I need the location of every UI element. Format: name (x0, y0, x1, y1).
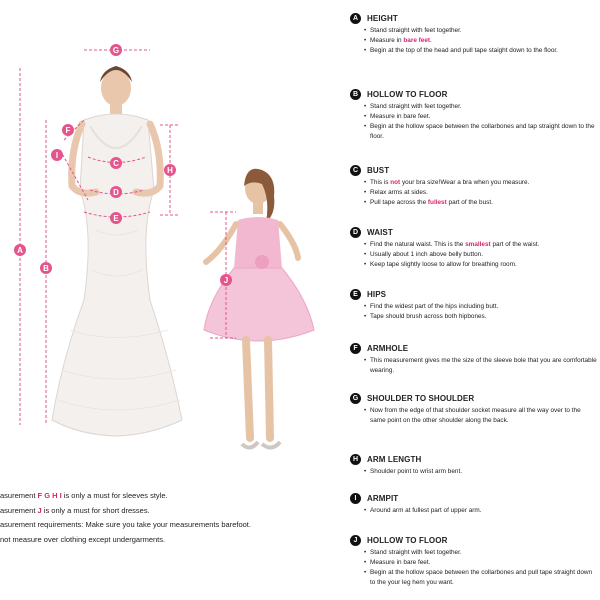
svg-text:F: F (65, 126, 71, 135)
bullet-item (370, 406, 598, 426)
marker-H (164, 164, 176, 176)
marker-G (110, 44, 122, 56)
guide-item-c (350, 164, 598, 208)
guide-item-bullets (350, 548, 598, 588)
guide-item-h (350, 453, 598, 477)
bullet-item (370, 46, 598, 56)
letter-badge: H (350, 454, 361, 465)
highlight-text: F G H I (37, 491, 62, 500)
letter-badge: F (350, 343, 361, 354)
guide-item-b (350, 88, 598, 142)
text-segment: Begin at the hollow space between the collarbones and pull tape straight down to the your leg hem you want. (370, 569, 593, 586)
guide-item-header (350, 453, 598, 466)
text-segment: Measure in bare feet. (370, 113, 431, 120)
guide-item-header (350, 12, 598, 25)
short-dress-figure (204, 169, 314, 448)
marker-D (110, 186, 122, 198)
text-segment: This is (370, 179, 391, 186)
text-segment: part of the bust. (446, 199, 493, 206)
guide-item-header (350, 288, 598, 301)
text-segment: part of the waist. (490, 241, 540, 248)
bullet-item (370, 568, 598, 588)
text-segment: Begin at the hollow space between the collarbones and tap straight down to the floor. (370, 123, 595, 140)
text-segment: asurement requirements: Make sure you take your measurements barefoot. (0, 520, 251, 529)
note-line (0, 518, 330, 533)
guide-item-bullets (350, 356, 598, 376)
letter-badge: C (350, 165, 361, 176)
guide-item-title: ARM LENGTH (367, 455, 422, 464)
bullet-item (370, 250, 598, 260)
highlight-text: smallest (465, 241, 491, 248)
bullet-item (370, 188, 598, 198)
guide-item-header (350, 534, 598, 547)
text-segment: Stand straight with feet together. (370, 549, 462, 556)
bullet-item (370, 467, 598, 477)
guide-item-header (350, 392, 598, 405)
guide-item-title: HOLLOW TO FLOOR (367, 90, 448, 99)
text-segment: Usually about 1 inch above belly button. (370, 251, 483, 258)
svg-text:I: I (55, 151, 59, 160)
guide-item-g (350, 392, 598, 426)
note-line (0, 533, 330, 548)
bullet-item (370, 122, 598, 142)
text-segment: asurement (0, 505, 38, 515)
guide-item-bullets (350, 302, 598, 322)
highlight-text: bare feet (403, 37, 431, 44)
text-segment: asurement (0, 491, 38, 500)
guide-item-d (350, 226, 598, 270)
guide-item-title: HIPS (367, 290, 387, 299)
svg-text:E: E (113, 214, 119, 223)
svg-text:G: G (112, 46, 120, 55)
highlight-text: fullest (427, 199, 447, 206)
guide-item-e (350, 288, 598, 322)
guide-item-header (350, 226, 598, 239)
guide-item-title: ARMPIT (367, 494, 399, 503)
guide-item-bullets (350, 102, 598, 142)
highlight-text: not (390, 179, 401, 186)
svg-text:H: H (167, 166, 173, 175)
bride-figure (52, 66, 182, 436)
guide-item-bullets (350, 506, 598, 516)
bullet-item (370, 198, 598, 208)
bullet-item (370, 260, 598, 270)
guide-item-bullets (350, 406, 598, 426)
text-segment: is only a must for short dresses. (41, 505, 150, 515)
text-segment: Find the natural waist. This is the (370, 241, 466, 248)
note-line (0, 504, 330, 519)
text-segment: Pull tape across the (370, 199, 428, 206)
marker-C (110, 157, 122, 169)
bullet-item (370, 26, 598, 36)
bullet-item (370, 240, 598, 250)
guide-item-header (350, 88, 598, 101)
letter-badge: D (350, 227, 361, 238)
bullet-item (370, 112, 598, 122)
text-segment: Keep tape slightly loose to allow for breathing room. (370, 261, 517, 268)
text-segment: Relax arms at sides. (370, 189, 428, 196)
bullet-item (370, 178, 598, 188)
highlight-text: J (37, 505, 42, 515)
letter-badge: J (350, 535, 361, 546)
marker-E (110, 212, 122, 224)
text-segment: your bra size!Wear a bra when you measure. (400, 179, 530, 186)
svg-text:B: B (43, 264, 49, 273)
svg-text:J: J (223, 276, 229, 285)
letter-badge: B (350, 89, 361, 100)
guide-item-title: WAIST (367, 228, 393, 237)
guide-item-a (350, 12, 598, 56)
text-segment: Tape should brush across both hipbones. (370, 313, 487, 320)
guide-item-bullets (350, 26, 598, 56)
measurement-illustration (0, 0, 330, 470)
bullet-item (370, 356, 598, 376)
bullet-item (370, 302, 598, 312)
text-segment: Measure in bare feet. (370, 559, 431, 566)
letter-badge: G (350, 393, 361, 404)
letter-badge: A (350, 13, 361, 24)
text-segment: Stand straight with feet together. (370, 27, 462, 34)
guide-item-header (350, 342, 598, 355)
text-segment: is only a must for sleeves style. (61, 491, 168, 500)
measurement-guide (350, 0, 598, 600)
bullet-item (370, 506, 598, 516)
guide-item-title: ARMHOLE (367, 344, 409, 353)
letter-badge: E (350, 289, 361, 300)
text-segment: Stand straight with feet together. (370, 103, 462, 110)
letter-badge: I (350, 493, 361, 504)
marker-I (51, 149, 63, 161)
text-segment: This measurement gives me the size of the sleeve bole that you are comfortable wearing. (370, 357, 597, 374)
guide-item-f (350, 342, 598, 376)
note-line (0, 489, 330, 504)
marker-B (40, 262, 52, 274)
marker-F (62, 124, 74, 136)
guide-item-bullets (350, 240, 598, 270)
text-segment: Now from the edge of that shoulder socket measure all the way over to the same point on the other shoulder along the back. (370, 407, 581, 424)
bullet-item (370, 102, 598, 112)
guide-item-title: SHOULDER TO SHOULDER (367, 394, 475, 403)
svg-text:A: A (17, 246, 23, 255)
bullet-item (370, 36, 598, 46)
measurement-notes (0, 489, 330, 547)
bullet-item (370, 312, 598, 322)
text-segment: Shoulder point to wrist arm bent. (370, 468, 462, 475)
guide-item-bullets (350, 467, 598, 477)
text-segment: Around arm at fullest part of upper arm. (370, 507, 482, 514)
guide-item-i (350, 492, 598, 516)
svg-text:C: C (113, 159, 119, 168)
text-segment: . (430, 37, 432, 44)
bullet-item (370, 548, 598, 558)
text-segment: Find the widest part of the hips including butt. (370, 303, 499, 310)
guide-item-title: BUST (367, 166, 390, 175)
marker-A (14, 244, 26, 256)
marker-J (220, 274, 232, 286)
guide-item-j (350, 534, 598, 588)
guide-item-bullets (350, 178, 598, 208)
text-segment: not measure over clothing except undergarments. (0, 534, 166, 544)
bullet-item (370, 558, 598, 568)
guide-item-title: HEIGHT (367, 14, 398, 23)
text-segment: Begin at the top of the head and pull tape staight down to the floor. (370, 47, 558, 54)
guide-item-header (350, 492, 598, 505)
svg-text:D: D (113, 188, 119, 197)
guide-item-header (350, 164, 598, 177)
guide-item-title: HOLLOW TO FLOOR (367, 536, 448, 545)
text-segment: Measure in (370, 37, 404, 44)
